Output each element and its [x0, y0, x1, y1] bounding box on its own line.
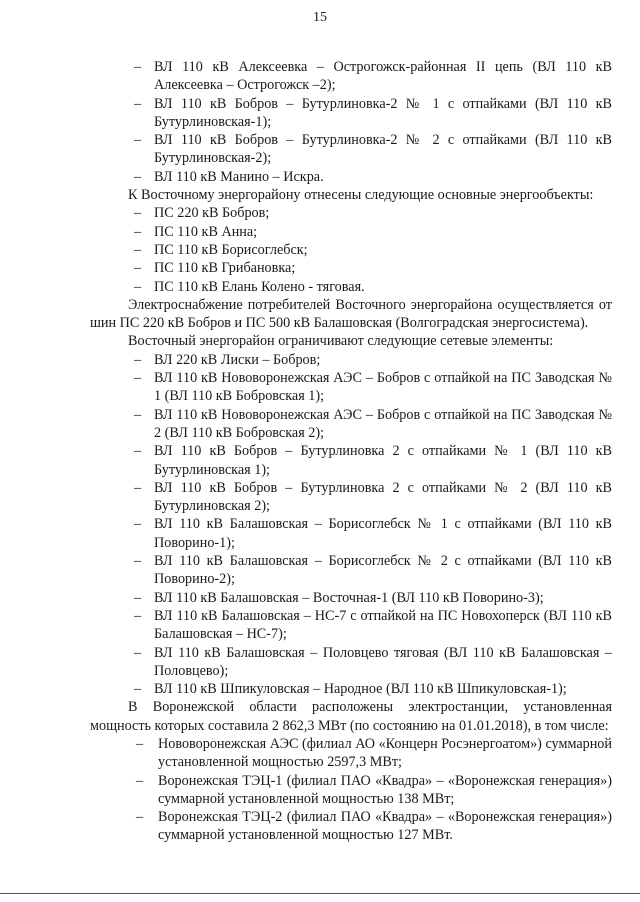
list-item-text: ПС 110 кВ Елань Колено - тяговая.	[154, 278, 365, 295]
list-item-text: ВЛ 110 кВ Шпикуловская – Народное (ВЛ 110 кВ Шпикуловская-1);	[154, 681, 567, 698]
dash-marker: –	[134, 95, 142, 112]
list-item-text: ВЛ 110 кВ Бобров – Бутурлиновка 2 с отпайками № 2 (ВЛ 110 кВ Бутурлиновская 2);	[154, 479, 612, 515]
supply-paragraph: Электроснабжение потребителей Восточного энергорайона осуществляется от шин ПС 220 кВ Бобров и ПС 500 кВ Балашовская (Волгоградская энергосистема).	[90, 296, 612, 332]
list-item-text: ВЛ 110 кВ Бобров – Бутурлиновка-2 № 1 с отпайками (ВЛ 110 кВ Бутурлиновская-1);	[154, 95, 612, 130]
dash-marker: –	[134, 681, 142, 698]
list-item-text: ПС 110 кВ Грибановка;	[154, 260, 296, 277]
power-plants-paragraph: В Воронежской области расположены электростанции, установленная мощность которых составила 2 862,3 МВт (по состоянию на 01.01.2018), в том числе:	[90, 699, 612, 734]
dash-marker: –	[134, 132, 142, 149]
list-item-text: ВЛ 110 кВ Бобров – Бутурлиновка-2 № 2 с отпайками (ВЛ 110 кВ Бутурлиновская-2);	[154, 132, 612, 167]
list-item-text: ПС 110 кВ Борисоглебск;	[154, 241, 308, 258]
list-item	[90, 644, 612, 681]
list-item	[90, 589, 612, 607]
list-item-text: ВЛ 110 кВ Балашовская – Половцево тяговая (ВЛ 110 кВ Балашовская – Половцево);	[154, 644, 612, 679]
top-line-list	[90, 58, 612, 186]
dash-marker: –	[134, 278, 142, 295]
list-item	[90, 131, 612, 168]
dash-marker: –	[134, 607, 142, 624]
list-item	[90, 680, 612, 698]
list-item	[90, 808, 612, 845]
list-item	[90, 241, 612, 259]
dash-marker: –	[134, 59, 142, 75]
list-item-text: ВЛ 110 кВ Манино – Искра.	[154, 168, 324, 185]
dash-marker: –	[134, 370, 142, 387]
list-item-text: ПС 220 кВ Бобров;	[154, 205, 270, 222]
list-item-text: Воронежская ТЭЦ-2 (филиал ПАО «Квадра» – «Воронежская генерация») суммарной установленной мощностью 127 МВт.	[158, 809, 612, 844]
list-item-text: ВЛ 110 кВ Нововоронежская АЭС – Бобров с отпайкой на ПС Заводская № 1 (ВЛ 110 кВ Бобровская 1);	[154, 370, 612, 405]
dash-marker: –	[134, 223, 142, 240]
list-item	[90, 223, 612, 241]
list-item-text: ВЛ 110 кВ Балашовская – НС-7 с отпайкой на ПС Новохоперск (ВЛ 110 кВ Балашовская – НС-7);	[154, 607, 612, 643]
dash-marker: –	[134, 351, 142, 368]
dash-marker: –	[134, 260, 142, 277]
list-item	[90, 479, 612, 516]
list-item	[90, 351, 612, 369]
list-item-text: ВЛ 110 кВ Алексеевка – Острогожск-районная II цепь (ВЛ 110 кВ Алексеевка – Острогожск –2);	[154, 59, 612, 94]
dash-marker: –	[134, 443, 142, 460]
list-item-text: ВЛ 110 кВ Балашовская – Восточная-1 (ВЛ 110 кВ Поворино-3);	[154, 589, 544, 606]
page-content	[90, 58, 612, 845]
dash-marker: –	[134, 168, 142, 185]
power-plants-list	[90, 735, 612, 845]
dash-marker: –	[134, 589, 142, 606]
list-item	[90, 515, 612, 552]
east-objects-list	[90, 204, 612, 295]
dash-marker: –	[136, 809, 144, 826]
dash-marker: –	[136, 772, 144, 789]
limits-list	[90, 351, 612, 699]
dash-marker: –	[134, 553, 142, 570]
list-item-text: Нововоронежская АЭС (филиал АО «Концерн Росэнергоатом») суммарной установленной мощностью 2597,3 МВт;	[158, 735, 612, 771]
list-item	[90, 772, 612, 809]
page-number: 15	[313, 10, 327, 25]
dash-marker: –	[136, 735, 144, 752]
list-item	[90, 735, 612, 772]
dash-marker: –	[134, 241, 142, 258]
dash-marker: –	[134, 205, 142, 222]
dash-marker: –	[134, 479, 142, 496]
east-intro-paragraph: К Восточному энергорайону отнесены следующие основные энергообъекты:	[128, 187, 594, 204]
list-item	[90, 95, 612, 132]
dash-marker: –	[134, 644, 142, 661]
page-bottom-rule	[0, 893, 640, 894]
list-item	[90, 607, 612, 644]
list-item	[90, 204, 612, 222]
list-item-text: Воронежская ТЭЦ-1 (филиал ПАО «Квадра» – «Воронежская генерация») суммарной установленной мощностью 138 МВт;	[158, 772, 612, 807]
list-item	[90, 259, 612, 277]
list-item	[90, 278, 612, 296]
list-item-text: ВЛ 110 кВ Бобров – Бутурлиновка 2 с отпайками № 1 (ВЛ 110 кВ Бутурлиновская 1);	[154, 443, 612, 478]
list-item-text: ПС 110 кВ Анна;	[154, 223, 258, 240]
dash-marker: –	[134, 516, 142, 533]
list-item-text: ВЛ 110 кВ Балашовская – Борисоглебск № 1 с отпайками (ВЛ 110 кВ Поворино-1);	[154, 516, 612, 551]
list-item	[90, 552, 612, 589]
list-item	[90, 58, 612, 95]
list-item-text: ВЛ 110 кВ Нововоронежская АЭС – Бобров с отпайкой на ПС Заводская № 2 (ВЛ 110 кВ Бобровская 2);	[154, 406, 612, 441]
dash-marker: –	[134, 406, 142, 423]
list-item	[90, 369, 612, 406]
limits-intro-paragraph: Восточный энергорайон ограничивают следующие сетевые элементы:	[128, 333, 554, 350]
list-item-text: ВЛ 110 кВ Балашовская – Борисоглебск № 2 с отпайками (ВЛ 110 кВ Поворино-2);	[154, 553, 612, 588]
list-item	[90, 168, 612, 186]
list-item	[90, 442, 612, 479]
list-item-text: ВЛ 220 кВ Лиски – Бобров;	[154, 351, 321, 368]
list-item	[90, 406, 612, 443]
